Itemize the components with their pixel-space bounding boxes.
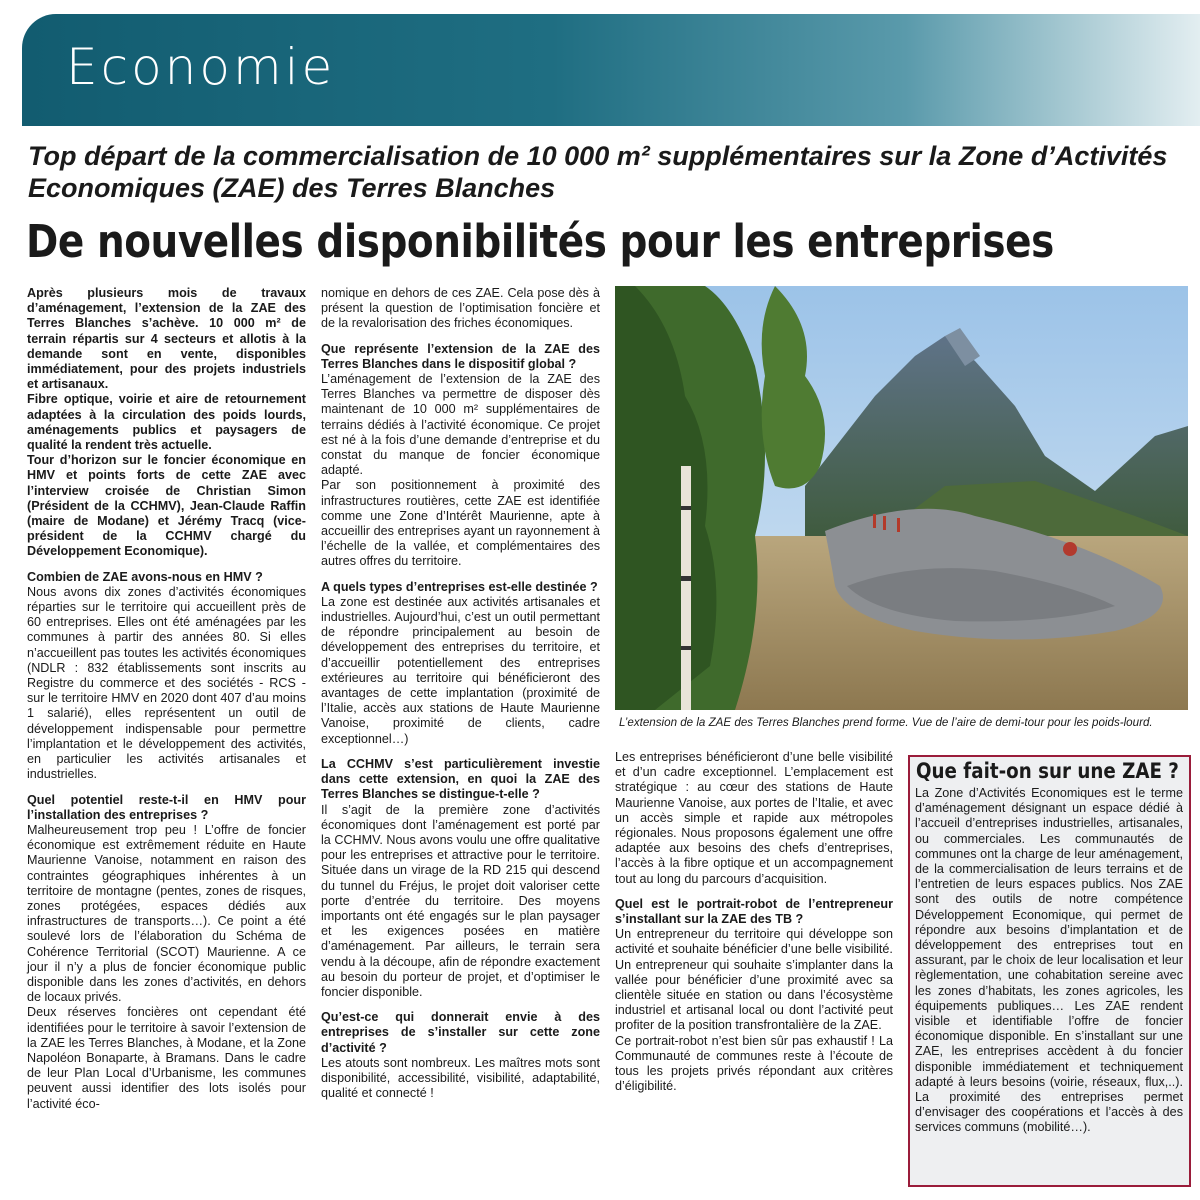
intro-paragraph: Après plusieurs mois de travaux d’aménagement, l’extension de la ZAE des Terres Blanches s’achève. 10 000 m² de terrain répartis sur 4 secteurs et allotis à la demande sont en vente, disponibles immédiatement, pour des projets industriels et artisanaux. [27,286,306,392]
answer-paragraph: La zone est destinée aux activités artisanales et industrielles. Aujourd’hui, c’est un outil permettant de répondre principalement au besoin de développement des entreprises du territoire, et d’accueillir potentiellement des entreprises extérieures au territoire qui bénéficieront des avantages de cette implantation (proximité de l’Italie, accès aux stations de Haute Maurienne Vanoise, proximité de clients, cadre exceptionnel…) [321,594,600,746]
answer-paragraph: nomique en dehors de ces ZAE. Cela pose dès à présent la question de l’optimisation foncière et de la revalorisation des friches économiques. [321,286,600,331]
sidebar-box [908,755,1191,1187]
answer-paragraph: Ce portrait-robot n’est bien sûr pas exhaustif ! La Communauté de communes reste à l’écoute de tous les projets privés répondant aux critères d’éligibilité. [615,1033,893,1094]
column-1 [27,286,306,1112]
question-heading: Combien de ZAE avons-nous en HMV ? [27,569,263,584]
answer-paragraph: Par son positionnement à proximité des infrastructures routières, cette ZAE est identifiée comme une Zone d’Intérêt Maurienne, apte à accueillir des entreprises ayant un rayonnement à l’échelle de la vallée, et complémentaires des autres offres du territoire. [321,478,600,569]
headline: De nouvelles disponibilités pour les entreprises [26,215,1054,268]
section-title: Economie [66,38,336,96]
answer-paragraph: Un entrepreneur du territoire qui développe son activité et souhaite bénéficier d’une belle visibilité. [615,927,893,957]
question-heading: A quels types d’entreprises est-elle destinée ? [321,579,598,594]
answer-paragraph: Nous avons dix zones d’activités économiques réparties sur le territoire qui accueillent près de 60 entreprises. Elles ont été aménagées par les communes à partir des années 80. Si elles n’accueillent pas toutes les activités économiques (NDLR : 832 établissements sont inscrits au Registre du commerce et des sociétés - RCS - sur le territoire HMV en 2020 dont 407 d’au moins 1 salarié), elles représentent un outil de développement indispensable pour permettre l’implantation et le développement des activités, en particulier les activités artisanales et industrielles. [27,584,306,782]
question-heading: Quel est le portrait-robot de l’entrepreneur s’installant sur la ZAE des TB ? [615,896,893,927]
question-heading: Qu’est-ce qui donnerait envie à des entreprises de s’installer sur cette zone d’activité ? [321,1010,600,1055]
intro-paragraph: Fibre optique, voirie et aire de retournement adaptées à la circulation des poids lourds, aménagements publics et paysagers de qualité la rendent très actuelle. [27,392,306,453]
answer-paragraph: L’aménagement de l’extension de la ZAE des Terres Blanches va permettre de disposer dès maintenant de 10 000 m² supplémentaires de terrains dédiés à l’activité économique. Ce projet est né à la fois d’une demande d’entreprise et du constat du manque de foncier économique adapté. [321,372,600,478]
question-heading: La CCHMV s’est particulièrement investie dans cette extension, en quoi la ZAE des Terres Blanches se distingue-t-elle ? [321,756,600,802]
answer-paragraph: Deux réserves foncières ont cependant été identifiées pour le territoire à savoir l’extension de la ZAE les Terres Blanches, à Modane, et la Zone Napoléon Bonaparte, à Bramans. Dans le cadre de leur Plan Local d’Urbanisme, les communes peuvent aussi identifier des lots isolés pour l’activité éco- [27,1005,306,1111]
answer-paragraph: Un entrepreneur qui souhaite s’implanter dans la vallée pour bénéficier d’une proximité avec sa clientèle située en station ou dans l’écosystème industriel et artisanal local ou dont l’activité peut profiter de la position transfrontalière de la ZAE. [615,957,893,1033]
sidebar-body [915,786,1183,1136]
answer-paragraph: Les atouts sont nombreux. Les maîtres mots sont disponibilité, accessibilité, visibilité, adaptabilité, qualité et connecté ! [321,1055,600,1101]
intro-paragraph: Tour d’horizon sur le foncier économique en HMV et points forts de cette ZAE avec l’interview croisée de Christian Simon (Président de la CCHMV), Jean-Claude Raffin (maire de Modane) et Jérémy Tracq (vice-président de la CCHMV chargé du Développement Economique). [27,453,306,559]
kicker: Top départ de la commercialisation de 10 000 m² supplémentaires sur la Zone d’Activités Economiques (ZAE) des Terres Blanches [28,141,1168,203]
question-heading: Que représente l’extension de la ZAE des Terres Blanches dans le dispositif global ? [321,341,600,371]
question-heading: Quel potentiel reste-t-il en HMV pour l’installation des entreprises ? [27,792,306,822]
sidebar-title: Que fait-on sur une ZAE ? [916,759,1179,783]
photo-caption: L’extension de la ZAE des Terres Blanches prend forme. Vue de l’aire de demi-tour pour les poids-lourd. [619,716,1153,729]
sidebar-paragraph: La Zone d’Activités Economiques est le terme d’aménagement désignant un espace dédié à l’accueil d’entreprises industrielles, artisanales, ou commerciales. Les communautés de communes ont la charge de leur aménagement, de la commercialisation de leurs terrains et de l’entretien de leurs espaces publics. Nos ZAE sont des outils de notre compétence Développement Economique, qui permet de répondre aux besoins d’implantation et de développement des entreprises tout en assurant, par le choix de leur localisation et leur règlementation, une cohabitation sereine avec les zones d’habitats, les zones agricoles, les équipements publiques… Les ZAE rendent visible et identifiable l’offre de foncier économique disponible. En s’installant sur une ZAE, les entreprises accèdent à du foncier disponible immédiatement et techniquement adapté à leurs besoins (voirie, réseaux, flux,..). La proximité des entreprises permet d’envisager des coopérations et l’accès à des services communs (mobilité…). [915,786,1183,1135]
photo-zae-terres-blanches [615,286,1188,710]
column-2 [321,286,600,1101]
answer-paragraph: Il s’agit de la première zone d’activités économiques dont l’aménagement est porté par la CCHMV. Nous avons voulu une offre qualitative pour les entreprises et attractive pour le territoire. Située dans un virage de la RD 215 qui descend du tunnel du Fréjus, le projet doit valoriser cette porte d’entrée du territoire. Des moyens importants ont été engagés sur le plan paysager et les exigences posées en matière d’aménagement. Par ailleurs, le terrain sera vendu à la découpe, afin de répondre exactement au besoin du porteur de projet, et d’optimiser le foncier disponible. [321,802,600,999]
answer-paragraph: Malheureusement trop peu ! L’offre de foncier économique est extrêmement réduite en Haute Maurienne Vanoise, notamment en raison des contraintes géographiques inhérentes à un territoire de montagne (pentes, zones de risques, zones protégées, espaces dédiés aux infrastructures de transports…). Ce point a été soulevé lors de l’élaboration du Schéma de Cohérence Territorial (SCOT) Maurienne. A ce jour il n’y a plus de foncier économique public disponible dans les zones d’activités, en dehors de locaux privés. [27,822,306,1005]
column-3 [615,750,893,1094]
answer-paragraph: Les entreprises bénéficieront d’une belle visibilité et d’un cadre exceptionnel. L’emplacement est stratégique : au cœur des stations de Haute Maurienne Vanoise, aux portes de l’Italie, et avec un accès simple et rapide aux métropoles régionales. Nous proposons également une offre adaptée aux besoins des chefs d’entreprises, l’accès à la fibre optique et un accompagnement tout au long du parcours d’acquisition. [615,750,893,886]
photo-illustration [615,286,1188,710]
